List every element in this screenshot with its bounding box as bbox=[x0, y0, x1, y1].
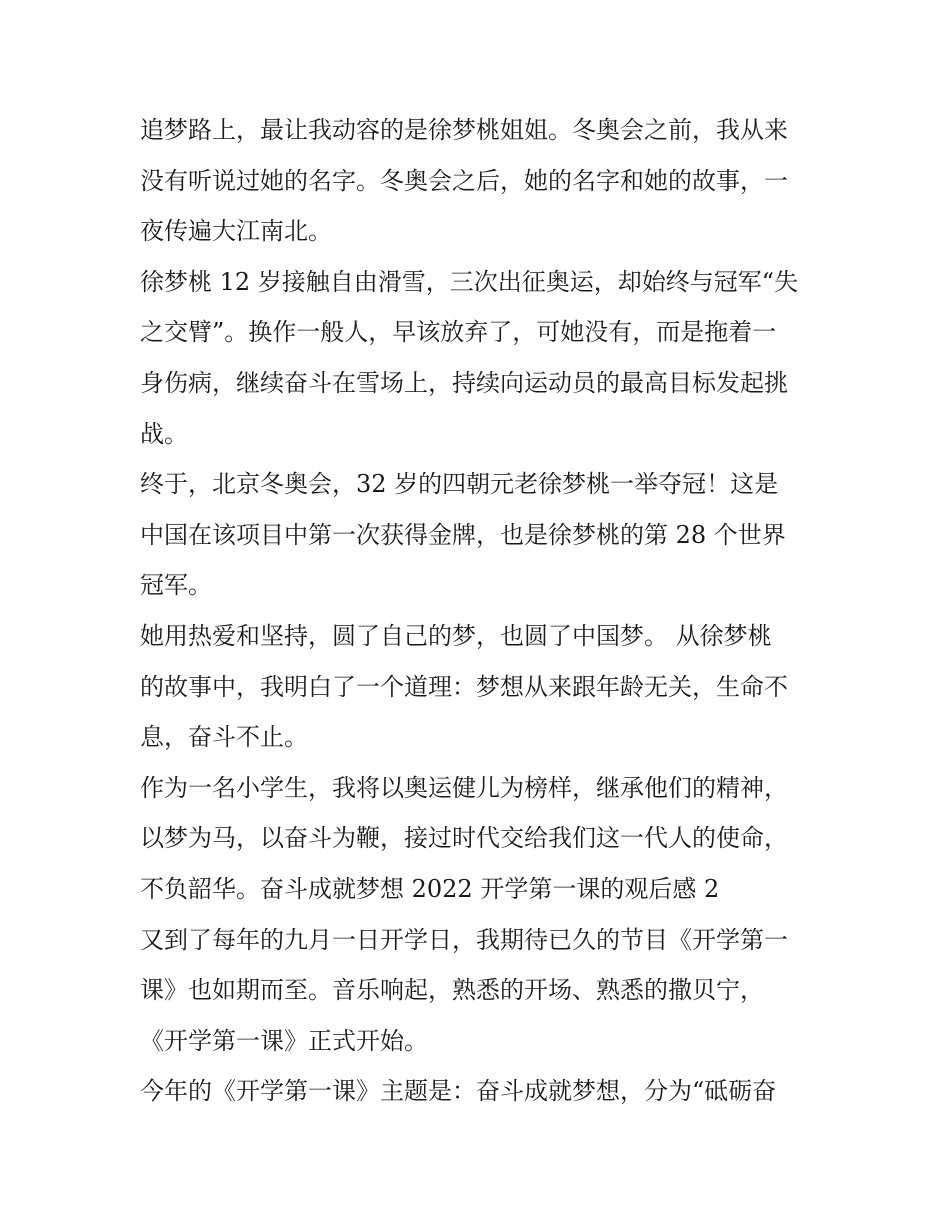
text-line: 课》也如期而至。音乐响起，熟悉的开场、熟悉的撒贝宁， bbox=[140, 976, 764, 1005]
text-line: 今年的《开学第一课》主题是：奋斗成就梦想，分为“砥砺奋 bbox=[140, 1077, 777, 1106]
text-line: 身伤病，继续奋斗在雪场上，持续向运动员的最高目标发起挑 bbox=[140, 368, 788, 397]
text-line: 她用热爱和坚持，圆了自己的梦，也圆了中国梦。 从徐梦桃 bbox=[140, 621, 772, 650]
text-line: 中国在该项目中第一次获得金牌，也是徐梦桃的第 28 个世界 bbox=[140, 520, 786, 549]
text-line: 不负韶华。奋斗成就梦想 2022 开学第一课的观后感 2 bbox=[140, 874, 720, 903]
text-line: 的故事中，我明白了一个道理：梦想从来跟年龄无关，生命不 bbox=[140, 672, 788, 701]
document-body bbox=[140, 105, 820, 1117]
text-line: 终于，北京冬奥会，32 岁的四朝元老徐梦桃一举夺冠！这是 bbox=[140, 470, 779, 499]
text-line: 之交臂”。换作一般人，早该放弃了，可她没有，而是拖着一 bbox=[140, 318, 777, 347]
text-line: 追梦路上，最让我动容的是徐梦桃姐姐。冬奥会之前，我从来 bbox=[140, 116, 788, 144]
text-line: 徐梦桃 12 岁接触自由滑雪，三次出征奥运，却始终与冠军“失 bbox=[140, 267, 799, 296]
text-line: 冠军。 bbox=[140, 571, 212, 600]
text-line: 又到了每年的九月一日开学日，我期待已久的节目《开学第一 bbox=[140, 925, 788, 954]
text-line: 夜传遍大江南北。 bbox=[140, 217, 332, 246]
text-line: 息，奋斗不止。 bbox=[140, 723, 308, 752]
text-line: 《开学第一课》正式开始。 bbox=[140, 1026, 428, 1055]
text-line: 以梦为马，以奋斗为鞭，接过时代交给我们这一代人的使命， bbox=[140, 824, 788, 853]
text-line: 没有听说过她的名字。冬奥会之后，她的名字和她的故事，一 bbox=[140, 166, 788, 195]
text-line: 战。 bbox=[140, 419, 188, 448]
text-line: 作为一名小学生，我将以奥运健儿为榜样，继承他们的精神， bbox=[140, 773, 788, 802]
